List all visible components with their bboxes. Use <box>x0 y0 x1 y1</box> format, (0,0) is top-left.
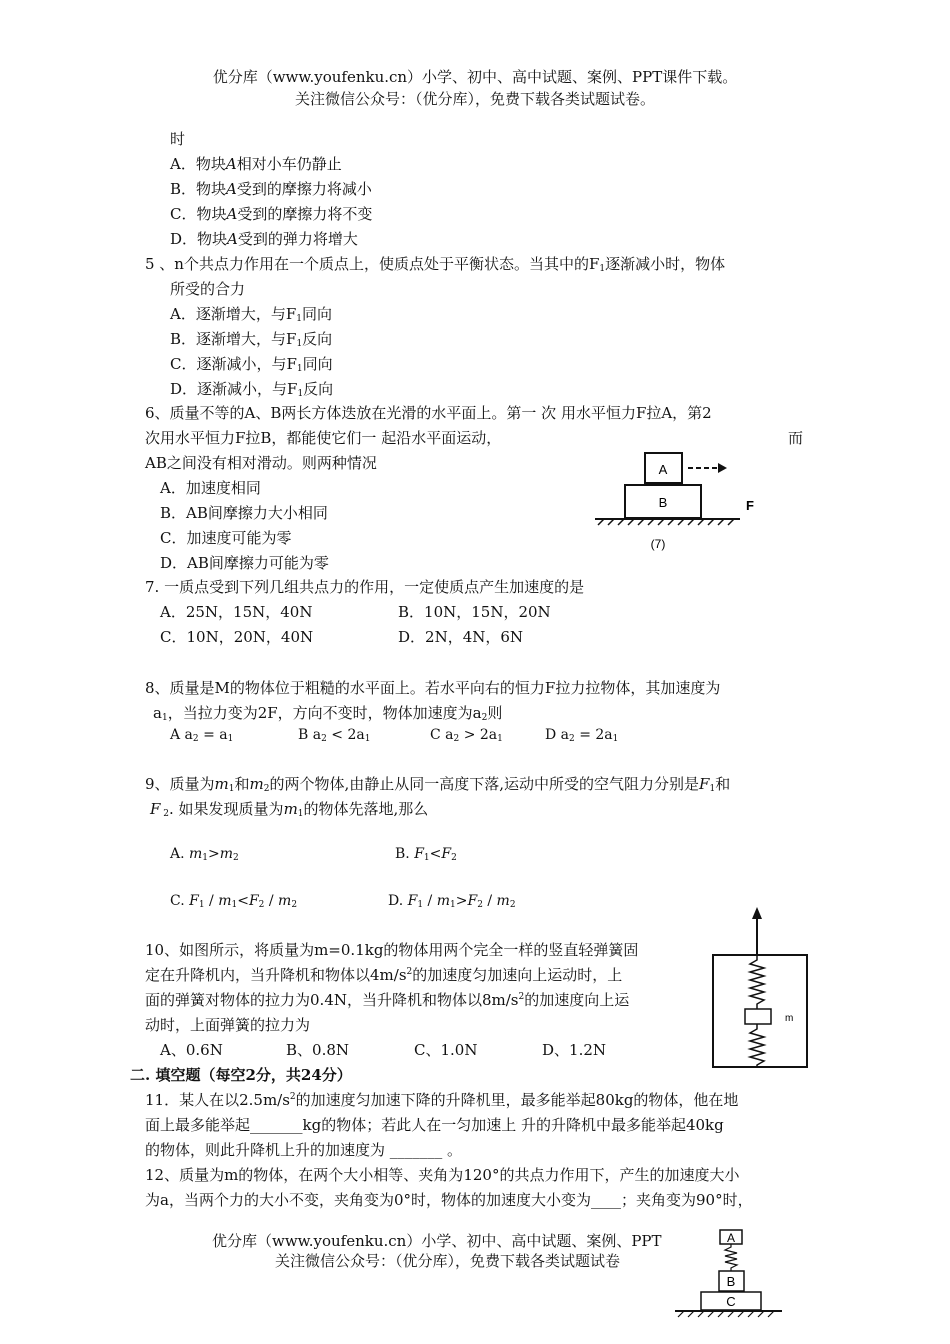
abc-label-c: C <box>726 1294 736 1309</box>
abc-label-b: B <box>726 1274 736 1289</box>
q6-line3: AB之间没有相对滑动。则两种情况 <box>145 454 377 472</box>
q10-mass-block <box>745 1009 771 1024</box>
header-line-1: 优分库（www.youfenku.cn）小学、初中、高中试题、案例、PPT课件下载。 <box>212 68 738 86</box>
abc-figure <box>670 1226 790 1341</box>
footer-line-2: 关注微信公众号：（优分库），免费下载各类试题试卷 <box>275 1252 621 1270</box>
q6-option-d: D．AB间摩擦力可能为零 <box>160 554 329 572</box>
q8-option-b: B $a_2 < 2a_1$ <box>298 727 371 744</box>
q10-lower-spring <box>750 1024 764 1067</box>
q7-option-a: A．25N，15N，40N <box>160 603 313 621</box>
section-2-title: 二. 填空题（每空2分，共24分） <box>130 1066 352 1084</box>
q10-line2: 定在升降机内，当升降机和物体以$4m/s^2$的加速度匀加速向上运动时，上 <box>145 966 623 984</box>
q4-option-d: D．物块A受到的弹力将增大 <box>170 230 358 248</box>
q6-line1: 6、质量不等的A、B两长方体迭放在光滑的水平面上。第一 次 用水平恒力F拉A，第2 <box>145 404 712 422</box>
q10-option-d: D、1.2N <box>542 1041 607 1059</box>
q10-line4: 动时，上面弹簧的拉力为 <box>145 1016 311 1034</box>
q11-line2: 面上最多能举起_______kg的物体；若此人在一匀加速上 升的升降机中最多能举起40kg <box>145 1116 724 1134</box>
q6-line2: 次用水平恒力F拉B，都能使它们一 起沿水平面运动， <box>145 429 502 447</box>
q8-line2: $a_1$，当拉力变为2F，方向不变时，物体加速度为$a_2$则 <box>153 704 503 723</box>
q6-caption: (7) <box>650 537 666 551</box>
q9-line2: F $_2$. 如果发现质量为$m_1$的物体先落地,那么 <box>150 800 429 819</box>
q8-line1: 8、质量是M的物体位于粗糙的水平面上。若水平向右的恒力F拉力拉物体，其加速度为 <box>145 679 721 697</box>
q5-option-b: B．逐渐增大，与$F_1$反向 <box>170 330 333 349</box>
q6-option-a: A．加速度相同 <box>160 479 261 497</box>
q10-option-b: B、0.8N <box>286 1041 350 1059</box>
q9-line1: 9、质量为$m_1$和$m_2$的两个物体,由静止从同一高度下落,运动中所受的空气阻力分别是$F_1$和 <box>145 775 731 794</box>
q5-stem-line2: 所受的合力 <box>170 280 246 298</box>
q10-line3: 面的弹簧对物体的拉力为0.4N，当升降机和物体以$8m/s^2$的加速度向上运 <box>145 991 630 1009</box>
q10-option-a: A、0.6N <box>160 1041 223 1059</box>
footer-line-1: 优分库（www.youfenku.cn）小学、初中、高中试题、案例、PPT <box>212 1232 662 1250</box>
q10-figure <box>705 905 815 1070</box>
q6-option-c: C．加速度可能为零 <box>160 529 292 547</box>
q7-option-c: C．10N，20N，40N <box>160 628 314 646</box>
q11-line1: 11．某人在以$2.5m/s^2$的加速度匀加速下降的升降机里，最多能举起80kg的物体，他在地 <box>145 1091 739 1109</box>
q9-option-d: D. $F_1 / m_1>F_2 / m_2$ <box>388 893 516 910</box>
q10-upper-spring <box>750 955 764 1009</box>
q10-line1: 10、如图所示，将质量为m=0.1kg的物体用两个完全一样的竖直轻弹簧固 <box>145 941 639 959</box>
q5-option-c: C．逐渐减小，与$F_1$同向 <box>170 355 333 374</box>
q8-option-d: D $a_2 = 2a_1$ <box>545 727 619 744</box>
q6-arrow-head <box>718 463 727 473</box>
q8-option-c: C $a_2 > 2a_1$ <box>430 727 503 744</box>
q6-option-b: B．AB间摩擦力大小相同 <box>160 504 328 522</box>
q6-line2-end: 而 <box>788 429 804 447</box>
q12-line2: 为a，当两个力的大小不变，夹角变为0°时，物体的加速度大小变为____；夹角变为90°时， <box>145 1191 753 1209</box>
q12-line1: 12、质量为m的物体，在两个大小相等、夹角为120°的共点力作用下，产生的加速度大小 <box>145 1166 740 1184</box>
q5-stem: 5 、n个共点力作用在一个质点上，使质点处于平衡状态。当其中的$F_1$逐渐减小时，物体 <box>145 255 726 274</box>
q10-up-arrow <box>752 907 762 919</box>
q7-stem: 7. 一质点受到下列几组共点力的作用，一定使质点产生加速度的是 <box>145 578 585 596</box>
q10-option-c: C、1.0N <box>414 1041 478 1059</box>
header-line-2: 关注微信公众号：（优分库），免费下载各类试题试卷。 <box>294 90 655 108</box>
q10-mass-label: m <box>785 1013 794 1024</box>
q4-option-b: B．物块A受到的摩擦力将减小 <box>170 180 372 198</box>
abc-label-a: A <box>726 1231 736 1245</box>
q6-label-a: A <box>658 462 668 477</box>
q7-option-d: D．2N，4N，6N <box>398 628 524 646</box>
q6-label-b: B <box>658 495 668 510</box>
q5-option-d: D．逐渐减小，与$F_1$反向 <box>170 380 334 399</box>
q9-option-c: C. $F_1 / m_1<F_2 / m_2$ <box>170 893 298 910</box>
q11-line3: 的物体，则此升降机上升的加速度为 _______ 。 <box>145 1141 463 1159</box>
q4-option-a: A．物块A相对小车仍静止 <box>170 155 342 173</box>
abc-spring <box>725 1244 737 1271</box>
q6-label-f: F <box>746 498 754 513</box>
q6-figure <box>590 450 770 555</box>
q9-option-b: B. $F_1<F_2$ <box>395 846 457 863</box>
q5-option-a: A．逐渐增大，与$F_1$同向 <box>170 305 332 324</box>
q9-option-a: A. $m_1>m_2$ <box>170 846 239 863</box>
q4-option-c: C．物块A受到的摩擦力将不变 <box>170 205 373 223</box>
q7-option-b: B．10N，15N，20N <box>398 603 551 621</box>
q4-stem-end: 时 <box>170 130 186 148</box>
q8-option-a: A $a_2 = a_1$ <box>170 727 234 744</box>
